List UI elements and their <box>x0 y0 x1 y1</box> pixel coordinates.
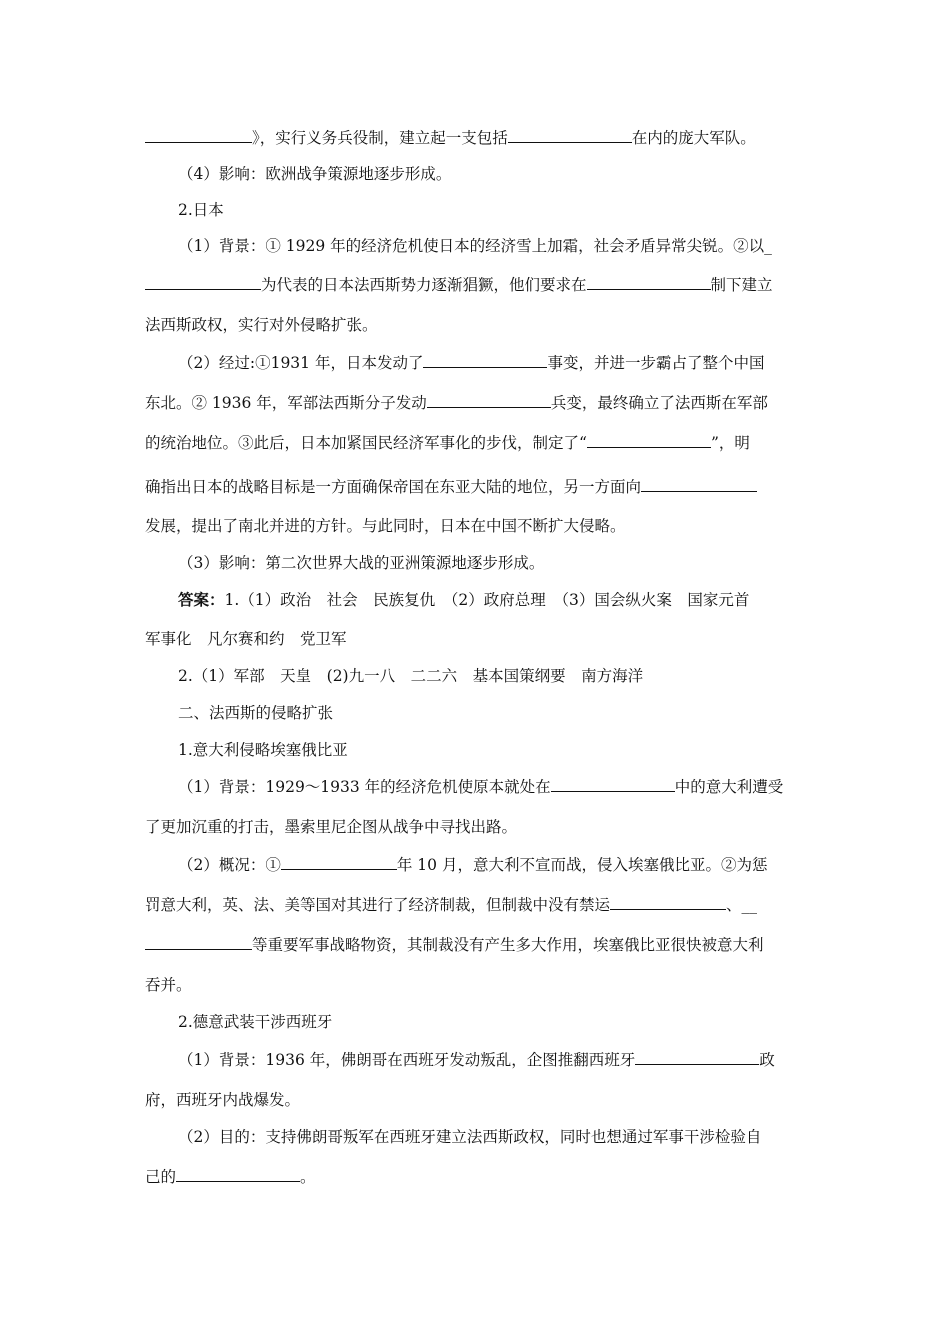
text-line: 吞并。 <box>145 976 192 994</box>
blank[interactable] <box>641 476 757 492</box>
blank[interactable] <box>587 432 711 448</box>
blank[interactable] <box>587 274 711 290</box>
text-line: （2）概况：① 年 10 月，意大利不宣而战，侵入埃塞俄比亚。②为惩 <box>178 856 768 874</box>
text-line: （1）背景：1929～1933 年的经济危机使原本就处在 中的意大利遭受 <box>178 778 784 796</box>
text-line: （3）影响：第二次世界大战的亚洲策源地逐步形成。 <box>178 554 545 572</box>
answer-label: 答案： <box>178 590 225 609</box>
text-line: 等重要军事战略物资，其制裁没有产生多大作用，埃塞俄比亚很快被意大利 <box>145 934 764 956</box>
text-line: 发展，提出了南北并进的方针。与此同时，日本在中国不断扩大侵略。 <box>145 517 626 535</box>
blank[interactable] <box>427 392 551 408</box>
text-line: 了更加沉重的打击，墨索里尼企图从战争中寻找出路。 <box>145 818 518 836</box>
text-line: 的统治地位。③此后，日本加紧国民经济军事化的步伐，制定了“ ”，明 <box>145 434 750 452</box>
blank[interactable] <box>145 127 252 143</box>
section-heading: 2.德意武装干涉西班牙 <box>178 1013 333 1031</box>
text-line: （4）影响：欧洲战争策源地逐步形成。 <box>178 165 452 183</box>
text-line: 确指出日本的战略目标是一方面确保帝国在东亚大陆的地位，另一方面向 <box>145 476 757 498</box>
answer-line: 答案：1.（1）政治 社会 民族复仇 （2）政府总理 （3）国会纵火案 国家元首 <box>178 590 750 609</box>
answer-line: 2.（1）军部 天皇 (2)九一八 二二六 基本国策纲要 南方海洋 <box>178 667 644 685</box>
blank[interactable] <box>610 894 726 910</box>
text-line: 》，实行义务兵役制，建立起一支包括 在内的庞大军队。 <box>145 127 756 149</box>
section-heading: 2.日本 <box>178 201 224 219</box>
blank[interactable] <box>176 1166 300 1182</box>
blank[interactable] <box>281 854 397 870</box>
text-line: 府，西班牙内战爆发。 <box>145 1091 301 1109</box>
text-line: 己的 。 <box>145 1168 316 1186</box>
section-heading: 二、法西斯的侵略扩张 <box>178 704 334 722</box>
section-heading: 1.意大利侵略埃塞俄比亚 <box>178 741 348 759</box>
blank[interactable] <box>551 776 675 792</box>
text-line: 罚意大利，英、法、美等国对其进行了经济制裁，但制裁中没有禁运 、__ <box>145 896 758 914</box>
text-line: 东北。② 1936 年，军部法西斯分子发动 兵变，最终确立了法西斯在军部 <box>145 394 768 412</box>
text-line: （1）背景：1936 年，佛朗哥在西班牙发动叛乱，企图推翻西班牙 政 <box>178 1051 775 1069</box>
blank[interactable] <box>423 352 547 368</box>
text-line: （2）经过:①1931 年，日本发动了 事变，并进一步霸占了整个中国 <box>178 354 765 372</box>
text-line: （2）目的：支持佛朗哥叛军在西班牙建立法西斯政权，同时也想通过军事干涉检验自 <box>178 1128 762 1146</box>
blank[interactable] <box>508 127 632 143</box>
text-line: （1）背景：① 1929 年的经济危机使日本的经济雪上加霜，社会矛盾异常尖锐。②以_ <box>178 237 772 255</box>
text-line: 法西斯政权，实行对外侵略扩张。 <box>145 316 378 334</box>
blank[interactable] <box>145 934 252 950</box>
blank[interactable] <box>145 274 261 290</box>
answer-line: 军事化 凡尔赛和约 党卫军 <box>145 630 347 648</box>
blank[interactable] <box>635 1049 759 1065</box>
text-line: 为代表的日本法西斯势力逐渐猖獗，他们要求在 制下建立 <box>145 274 773 296</box>
